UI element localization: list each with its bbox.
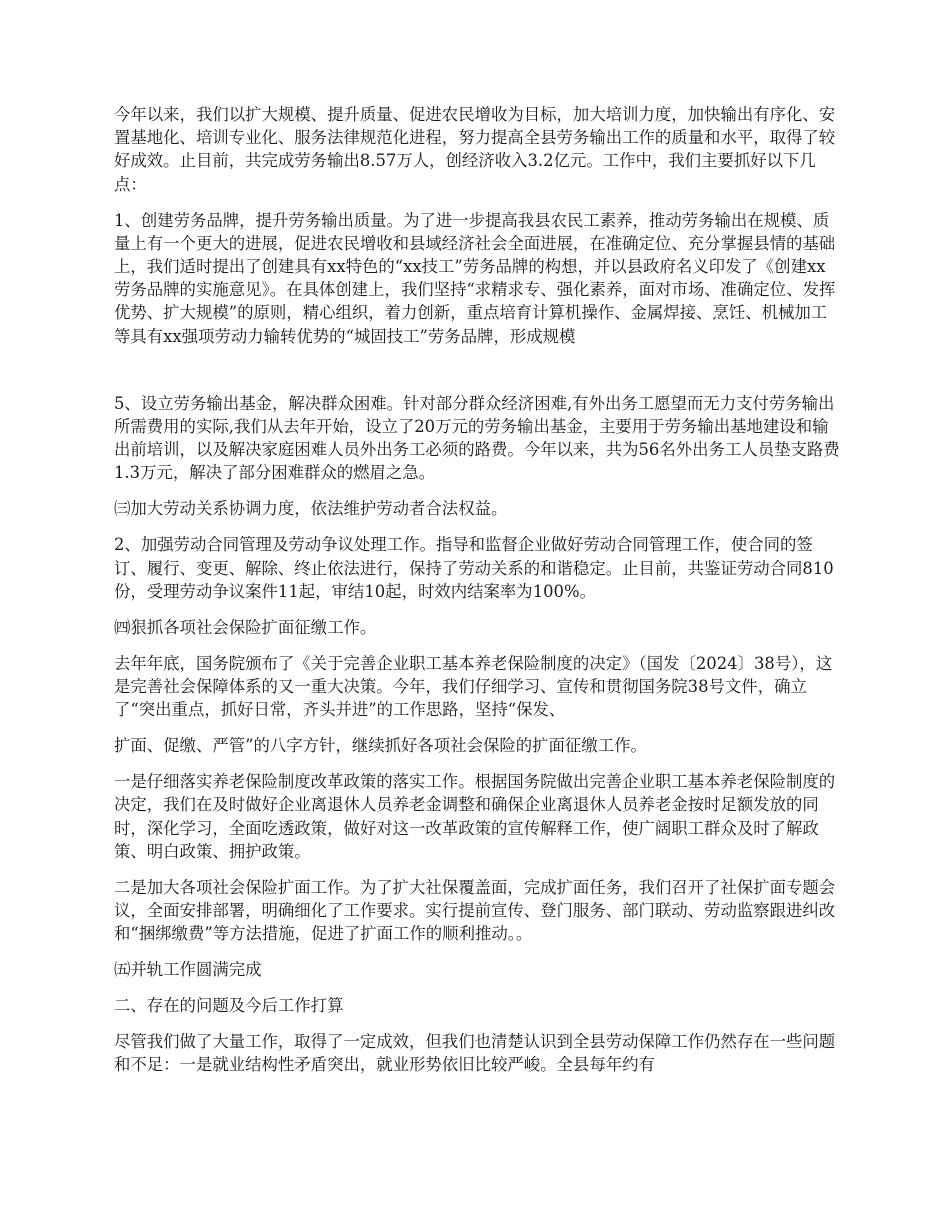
paragraph-coverage-expansion: 二是加大各项社会保险扩面工作。为了扩大社保覆盖面，完成扩面任务，我们召开了社保扩面专题会议，全面安排部署，明确细化了工作要求。实行提前宣传、登门服务、部门联动、劳动监察跟进纠改和“捆绑缴费”等方法措施，促进了扩面工作的顺利推动。。 (114, 877, 836, 944)
paragraph-intro: 今年以来，我们以扩大规模、提升质量、促进农民增收为目标，加大培训力度，加快输出有序化、安置基地化、培训专业化、服务法律规范化进程，努力提高全县劳务输出工作的质量和水平，取得了较好成效。止目前，共完成劳务输出8.57万人，创经济收入3.2亿元。工作中，我们主要抓好以下几点： (114, 105, 836, 194)
paragraph-problems: 尽管我们做了大量工作，取得了一定成效，但我们也清楚认识到全县劳动保障工作仍然存在一些问题和不足：一是就业结构性矛盾突出，就业形势依旧比较严峻。全县每年约有 (114, 1032, 836, 1075)
paragraph-pension-reform: 一是仔细落实养老保险制度改革政策的落实工作。根据国务院做出完善企业职工基本养老保险制度的决定，我们在及时做好企业离退休人员养老金调整和确保企业离退休人员养老金按时足额发放的同时，深化学习，全面吃透政策，做好对这一改革政策的宣传解释工作，使广阔职工群众及时了解政策、明白政策、拥护政策。 (114, 772, 836, 861)
paragraph-state-council-decision: 去年年底，国务院颁布了《关于完善企业职工基本养老保险制度的决定》（国发〔2024〕38号），这是完善社会保障体系的又一重大决策。今年，我们仔细学习、宣传和贯彻国务院38号文件，确立了“突出重点，抓好日常，齐头并进”的工作思路，坚持“保发、 (114, 653, 833, 720)
paragraph-labor-brand: 1、创建劳务品牌，提升劳务输出质量。为了进一步提高我县农民工素养，推动劳务输出在规模、质量上有一个更大的进展，促进农民增收和县域经济社会全面进展，在准确定位、充分掌握县情的基础上，我们适时提出了创建具有xx特色的“xx技工”劳务品牌的构想，并以县政府名义印发了《创建xx劳务品牌的实施意见》。在具体创建上，我们坚持“求精求专、强化素养，面对市场、准确定位、发挥优势、扩大规模”的原则，精心组织，着力创新，重点培育计算机操作、金属焊接、烹饪、机械加工等具有xx强项劳动力输转优势的“城固技工”劳务品牌，形成规模 (114, 210, 836, 346)
section-heading-labor-relations: ㈢加大劳动关系协调力度，依法维护劳动者合法权益。 (114, 499, 508, 519)
paragraph-eight-character-policy: 扩面、促缴、严管”的八字方针，继续抓好各项社会保险的扩面征缴工作。 (114, 736, 647, 756)
document-body (114, 103, 840, 1089)
paragraph-labor-fund: 5、设立劳务输出基金，解决群众困难。针对部分群众经济困难,有外出务工愿望而无力支付劳务输出所需费用的实际,我们从去年开始，设立了20万元的劳务输出基金，主要用于劳务输出基地建设和输出前培训，以及解决家庭困难人员外出务工必须的路费。今年以来，共为56名外出务工人员垫支路费1.3万元，解决了部分困难群众的燃眉之急。 (114, 393, 840, 483)
section-heading-merger-complete: ㈤并轨工作圆满完成 (114, 960, 262, 980)
paragraph-labor-contracts: 2、加强劳动合同管理及劳动争议处理工作。指导和监督企业做好劳动合同管理工作，使合同的签订、履行、变更、解除、终止依法进行，保持了劳动关系的和谐稳定。止目前，共鉴证劳动合同810份，受理劳动争议案件11起，审结10起，时效内结案率为100%。 (114, 535, 834, 601)
section-heading-problems-plans: 二、存在的问题及今后工作打算 (114, 996, 344, 1016)
section-heading-social-insurance: ㈣狠抓各项社会保险扩面征缴工作。 (114, 617, 377, 637)
